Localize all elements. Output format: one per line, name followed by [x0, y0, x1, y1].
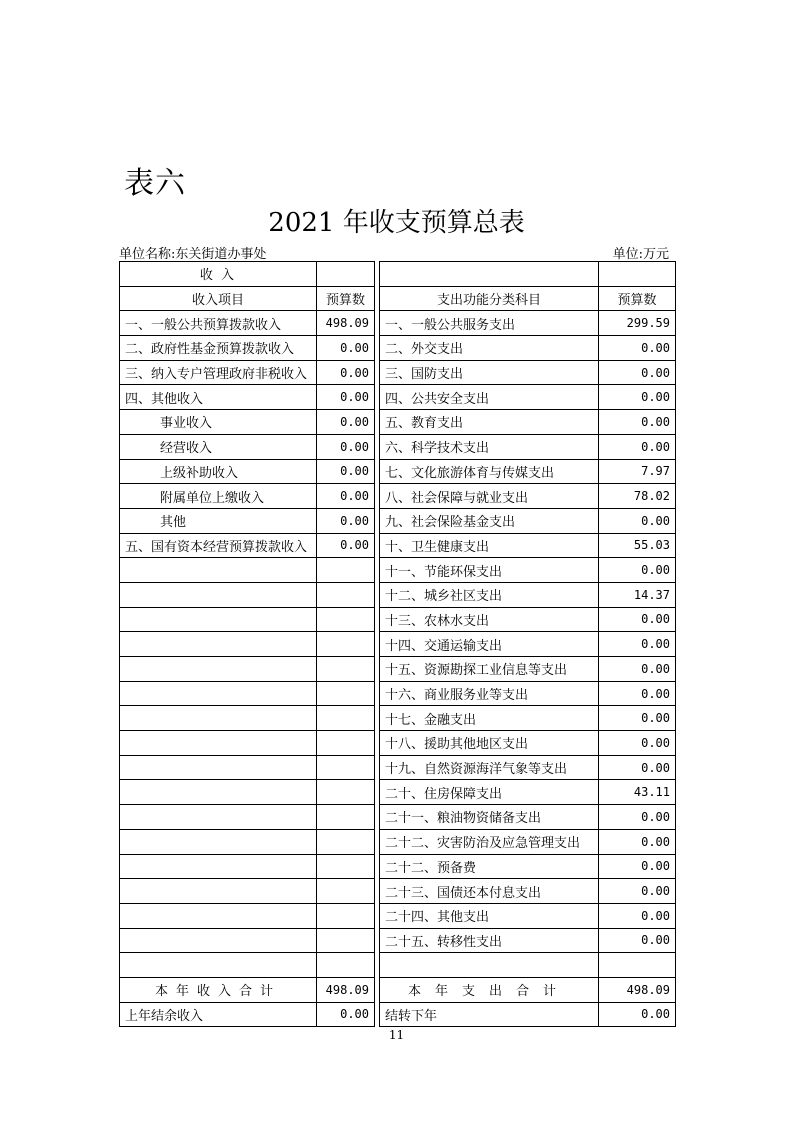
- expense-value: 0.00: [599, 928, 676, 953]
- carry-expense-label: 结转下年: [380, 1002, 599, 1027]
- expense-item: 九、社会保险基金支出: [380, 508, 599, 533]
- income-item: 一、一般公共预算拨款收入: [120, 311, 317, 336]
- table-row: [120, 385, 676, 410]
- income-item: 事业收入: [120, 410, 317, 435]
- table-row: [120, 533, 676, 558]
- expense-value: 0.00: [599, 854, 676, 879]
- table-row: [120, 903, 676, 928]
- table-row: [120, 410, 676, 435]
- expense-item: 二十、住房保障支出: [380, 780, 599, 805]
- table-row: [120, 829, 676, 854]
- income-item: 上级补助收入: [120, 459, 317, 484]
- income-item: [120, 879, 317, 904]
- income-value: 0.00: [317, 508, 375, 533]
- expense-value: 0.00: [599, 681, 676, 706]
- expense-value: 0.00: [599, 829, 676, 854]
- income-value: [317, 829, 375, 854]
- income-value: [317, 805, 375, 830]
- income-item: 三、纳入专户管理政府非税收入: [120, 360, 317, 385]
- expense-item: 十一、节能环保支出: [380, 558, 599, 583]
- expense-item: 十八、援助其他地区支出: [380, 731, 599, 756]
- expense-value: 0.00: [599, 508, 676, 533]
- expense-item: 二十三、国债还本付息支出: [380, 879, 599, 904]
- income-item: 其他: [120, 508, 317, 533]
- expense-value: 14.37: [599, 582, 676, 607]
- expense-item: 八、社会保障与就业支出: [380, 484, 599, 509]
- table-row: [120, 607, 676, 632]
- expense-item: 六、科学技术支出: [380, 434, 599, 459]
- expense-item: 二十二、预备费: [380, 854, 599, 879]
- carry-expense-value: 0.00: [599, 1002, 676, 1027]
- income-item: [120, 854, 317, 879]
- budget-table: [119, 261, 676, 1027]
- totals-row: [120, 977, 676, 1002]
- carry-income-label: 上年结余收入: [120, 1002, 317, 1027]
- expense-item: 一、一般公共服务支出: [380, 311, 599, 336]
- income-item: 经营收入: [120, 434, 317, 459]
- income-item: [120, 558, 317, 583]
- carry-income-value: 0.00: [317, 1002, 375, 1027]
- income-value: 0.00: [317, 459, 375, 484]
- table-header-row: [120, 262, 676, 287]
- expense-value: 0.00: [599, 805, 676, 830]
- income-item: [120, 829, 317, 854]
- income-value: [317, 879, 375, 904]
- income-item-header: 收入项目: [120, 286, 317, 311]
- table-row: [120, 632, 676, 657]
- expense-value: 55.03: [599, 533, 676, 558]
- carry-row: [120, 1002, 676, 1027]
- table-row: [120, 755, 676, 780]
- expense-item: 十三、农林水支出: [380, 607, 599, 632]
- income-value: [317, 953, 375, 978]
- expense-value: 0.00: [599, 731, 676, 756]
- income-item: [120, 731, 317, 756]
- income-value: [317, 657, 375, 682]
- income-item: [120, 706, 317, 731]
- expense-item: [380, 953, 599, 978]
- table-row: [120, 879, 676, 904]
- page-title: 2021 年收支预算总表: [268, 208, 525, 238]
- expense-value: 0.00: [599, 632, 676, 657]
- income-budget-header: 预算数: [317, 286, 375, 311]
- table-row: [120, 336, 676, 361]
- income-value: [317, 854, 375, 879]
- expense-item-header: 支出功能分类科目: [380, 286, 599, 311]
- table-row: [120, 360, 676, 385]
- expense-budget-header: 预算数: [599, 286, 676, 311]
- income-item: 附属单位上缴收入: [120, 484, 317, 509]
- expense-value: 78.02: [599, 484, 676, 509]
- table-row: [120, 706, 676, 731]
- income-item: [120, 632, 317, 657]
- income-header: 收 入: [120, 262, 317, 287]
- income-value: [317, 681, 375, 706]
- table-row: [120, 854, 676, 879]
- income-item: [120, 928, 317, 953]
- column-header-row: [120, 286, 676, 311]
- income-item: [120, 607, 317, 632]
- income-value: [317, 582, 375, 607]
- income-value: [317, 928, 375, 953]
- income-value: 498.09: [317, 311, 375, 336]
- income-value: [317, 755, 375, 780]
- income-item: [120, 681, 317, 706]
- income-value: 0.00: [317, 360, 375, 385]
- income-item: 五、国有资本经营预算拨款收入: [120, 533, 317, 558]
- expense-value: 0.00: [599, 706, 676, 731]
- income-value: [317, 558, 375, 583]
- expense-item: 五、教育支出: [380, 410, 599, 435]
- expense-value: 43.11: [599, 780, 676, 805]
- income-total-label: 本年收入合计: [120, 977, 317, 1002]
- table-row: [120, 805, 676, 830]
- table-row: [120, 311, 676, 336]
- table-row: [120, 582, 676, 607]
- income-value: 0.00: [317, 434, 375, 459]
- currency-unit: 单位:万元: [612, 247, 669, 262]
- income-value: [317, 607, 375, 632]
- table-row: [120, 558, 676, 583]
- income-item: [120, 953, 317, 978]
- income-item: [120, 780, 317, 805]
- expense-total-label: 本年支出合计: [380, 977, 599, 1002]
- unit-name: 单位名称:东关街道办事处: [119, 247, 267, 262]
- expense-item: 十四、交通运输支出: [380, 632, 599, 657]
- expense-item: 十七、金融支出: [380, 706, 599, 731]
- expense-item: 二十一、粮油物资储备支出: [380, 805, 599, 830]
- expense-value: 0.00: [599, 410, 676, 435]
- table-row: [120, 953, 676, 978]
- table-row: [120, 731, 676, 756]
- income-item: 四、其他收入: [120, 385, 317, 410]
- table-row: [120, 657, 676, 682]
- income-value: 0.00: [317, 533, 375, 558]
- expense-value: 0.00: [599, 558, 676, 583]
- table-row: [120, 508, 676, 533]
- table-row: [120, 780, 676, 805]
- table-row: [120, 681, 676, 706]
- expense-value: 0.00: [599, 434, 676, 459]
- expense-value: 0.00: [599, 360, 676, 385]
- income-item: 二、政府性基金预算拨款收入: [120, 336, 317, 361]
- expense-value: 7.97: [599, 459, 676, 484]
- income-value: 0.00: [317, 410, 375, 435]
- expense-value: 299.59: [599, 311, 676, 336]
- income-item: [120, 582, 317, 607]
- income-total-value: 498.09: [317, 977, 375, 1002]
- table-row: [120, 459, 676, 484]
- expense-value: 0.00: [599, 385, 676, 410]
- table-row: [120, 434, 676, 459]
- expense-item: 二十五、转移性支出: [380, 928, 599, 953]
- expense-item: 十六、商业服务业等支出: [380, 681, 599, 706]
- expense-value: 0.00: [599, 903, 676, 928]
- table-row: [120, 928, 676, 953]
- expense-item: 二十二、灾害防治及应急管理支出: [380, 829, 599, 854]
- expense-total-value: 498.09: [599, 977, 676, 1002]
- expense-value: 0.00: [599, 755, 676, 780]
- income-item: [120, 755, 317, 780]
- income-value: 0.00: [317, 336, 375, 361]
- income-item: [120, 903, 317, 928]
- expense-item: 四、公共安全支出: [380, 385, 599, 410]
- expense-value: [599, 953, 676, 978]
- income-value: 0.00: [317, 385, 375, 410]
- expense-item: 十九、自然资源海洋气象等支出: [380, 755, 599, 780]
- expense-item: 三、国防支出: [380, 360, 599, 385]
- expense-item: 二、外交支出: [380, 336, 599, 361]
- income-item: [120, 657, 317, 682]
- income-value: [317, 706, 375, 731]
- expense-value: 0.00: [599, 657, 676, 682]
- income-value: [317, 903, 375, 928]
- page-number: 11: [388, 1028, 405, 1042]
- expense-item: 十二、城乡社区支出: [380, 582, 599, 607]
- table-row: [120, 484, 676, 509]
- income-value: [317, 731, 375, 756]
- expense-value: 0.00: [599, 607, 676, 632]
- expense-item: 十五、资源勘探工业信息等支出: [380, 657, 599, 682]
- expense-item: 七、文化旅游体育与传媒支出: [380, 459, 599, 484]
- income-value: 0.00: [317, 484, 375, 509]
- table-label: 表六: [124, 166, 186, 201]
- income-item: [120, 805, 317, 830]
- expense-value: 0.00: [599, 879, 676, 904]
- expense-item: 二十四、其他支出: [380, 903, 599, 928]
- income-value: [317, 632, 375, 657]
- expense-item: 十、卫生健康支出: [380, 533, 599, 558]
- expense-value: 0.00: [599, 336, 676, 361]
- income-value: [317, 780, 375, 805]
